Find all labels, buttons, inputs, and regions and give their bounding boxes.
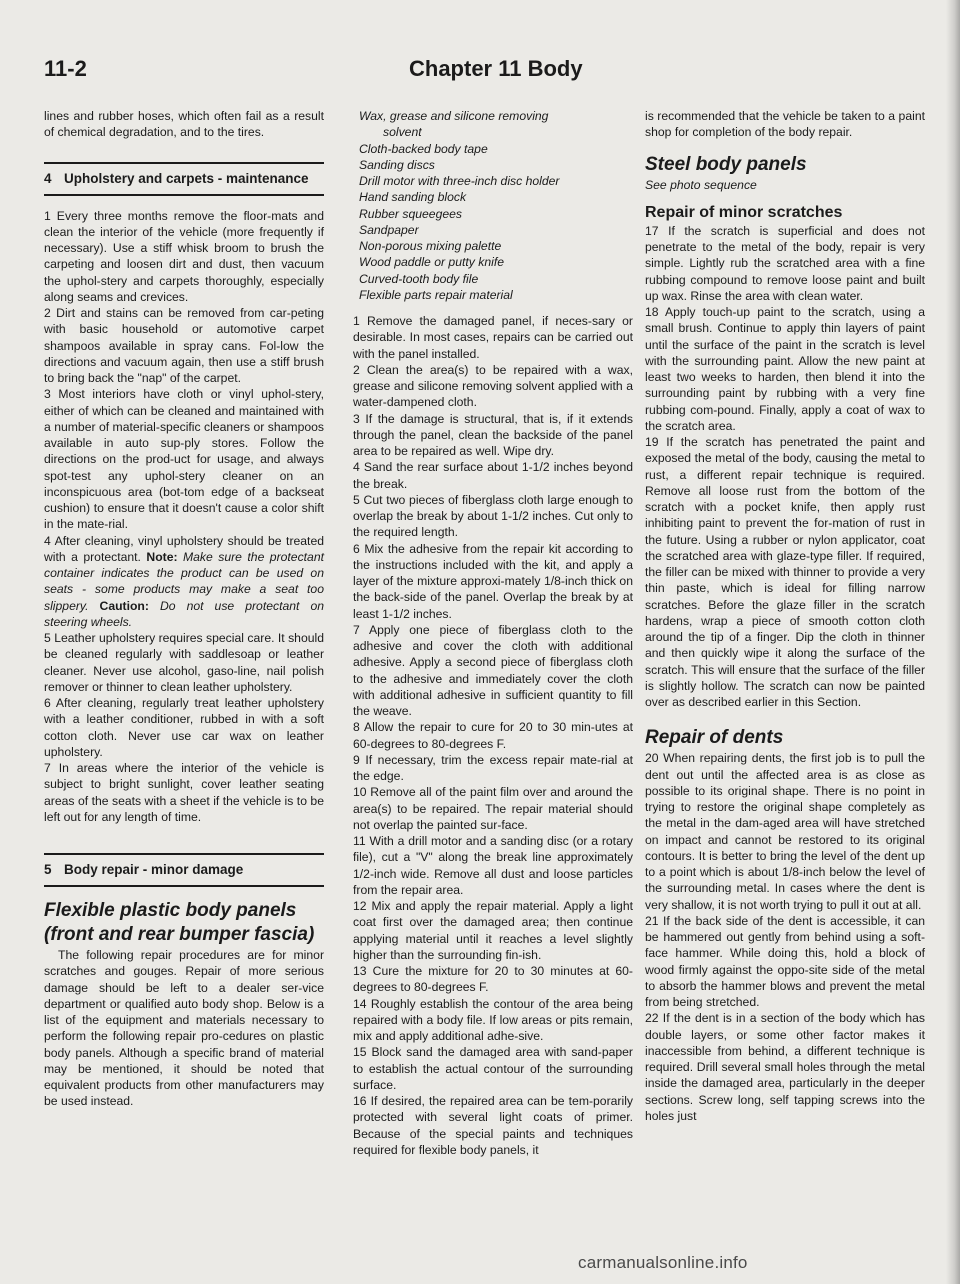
- step-paragraph: 20 When repairing dents, the first job is to pull the dent out until the affected area is as close as possible to its original shape. There is no point in trying to restore the original shape completely as the metal in the dam-aged area will have stretched on impact and cannot be restored to its original contours. It is better to bring the level of the dent up to a point which is about 1/8-inch below the level of the surrounding metal. In cases where the dent is very shallow, it is not worth trying to pull it out at all.: [645, 751, 925, 912]
- step-paragraph: 7 In areas where the interior of the vehicle is subject to bright sunlight, cover leather seating areas of the seats with a sheet if the vehicle is to be left out for any length of time.: [44, 761, 324, 824]
- section-number: 5: [44, 862, 52, 877]
- minor-scratches-heading: Repair of minor scratches: [645, 203, 843, 221]
- materials-list-item: Sandpaper: [359, 222, 419, 237]
- note-text: Make sure the protectant container indicates the product can be used on seats - some products may make a seat too slippery.: [44, 549, 324, 613]
- dents-heading: Repair of dents: [645, 727, 784, 749]
- step-paragraph: 6 After cleaning, regularly treat leather upholstery with a leather conditioner, rubbed in with a soft cotton cloth. Never use car wax on leather upholstery.: [44, 696, 324, 759]
- step-paragraph: 18 Apply touch-up paint to the scratch, using a small brush. Continue to apply thin layers of paint until the surface of the paint in the scratch is level with the surrounding paint. Allow the new paint at least two weeks to harden, then blend it into the surrounding paint by rubbing with a very fine rubbing com-pound. Finally, apply a coat of wax to the scratch area.: [645, 305, 925, 433]
- materials-list-item: Non-porous mixing palette: [359, 239, 502, 253]
- page-edge-shadow: [946, 0, 960, 1284]
- materials-list-item: Curved-tooth body file: [359, 271, 479, 286]
- step-paragraph: 15 Block sand the damaged area with sand-paper to establish the actual contour of the surrounding surface.: [353, 1045, 633, 1092]
- section-number: 4: [44, 170, 52, 186]
- step-paragraph: 5 Leather upholstery requires special care. It should be cleaned regularly with saddlesoap or leather cleaner. Never use alcohol, gaso-line, nail polish remover or thinner to clean leather upholstery.: [44, 631, 324, 694]
- step-paragraph: 12 Mix and apply the repair material. Apply a light coat first over the damaged area; then continue applying material until it reaches a level slightly higher than the surrounding fin-ish.: [353, 899, 633, 962]
- caution-label: Caution:: [99, 598, 149, 613]
- section-5-heading: [44, 855, 324, 885]
- intro-paragraph: is recommended that the vehicle be taken to a paint shop for completion of the body repair.: [645, 109, 925, 140]
- materials-list: [353, 108, 633, 303]
- step-paragraph: 16 If desired, the repaired area can be tem-porarily protected with several light coats of primer. Because of the special paints and techniques required for flexible body panels, it: [353, 1094, 633, 1157]
- step-paragraph: 14 Roughly establish the contour of the area being repaired with a body file. If low areas or pits remain, mix and apply additional adhe-sive.: [353, 996, 633, 1043]
- step-paragraph: 7 Apply one piece of fiberglass cloth to the adhesive and cover the cloth with additional adhesive. Apply a second piece of fiberglass cloth to the adhesive and immediately cover the cloth with additional adhesive in sufficient quantity to fill the weave.: [353, 622, 633, 718]
- step-paragraph: 21 If the back side of the dent is accessible, it can be hammered out gently from behind using a soft-face hammer. While doing this, hold a block of wood firmly against the oppo-site side of the metal to absorb the hammer blows and prevent the metal from being stretched.: [645, 913, 925, 1009]
- photo-sequence-note: See photo sequence: [645, 177, 757, 192]
- step-paragraph: 1 Remove the damaged panel, if neces-sary or desirable. In most cases, repairs can be carried out with the panel installed.: [353, 314, 633, 361]
- note-label: Note:: [146, 549, 178, 564]
- flexible-panels-heading: Flexible plastic body panels (front and rear bumper fascia): [44, 900, 315, 945]
- step-paragraph: 3 If the damage is structural, that is, if it extends through the panel, clean the backside of the panel area to be repaired as well. Wipe dry.: [353, 411, 633, 458]
- flexible-panels-paragraph: The following repair procedures are for minor scratches and gouges. Repair of more serious damage should be left to a dealer ser-vice department or qualified auto body shop. Below is a list of the equipment and materials necessary to perform the following repair pro-cedures on plastic body panels. Although a specific brand of material may be mentioned, it should be noted that equivalent products from other manufacturers may be used instead.: [44, 948, 324, 1109]
- chapter-title: Chapter 11 Body: [409, 56, 583, 81]
- step-paragraph: 13 Cure the mixture for 20 to 30 minutes at 60-degrees to 80-degrees F.: [353, 964, 633, 995]
- page-number: 11-2: [44, 56, 87, 81]
- materials-list-item: Cloth-backed body tape: [359, 141, 488, 156]
- page-header: [44, 56, 914, 86]
- section-title: Body repair - minor damage: [64, 862, 244, 877]
- step-paragraph: 19 If the scratch has penetrated the paint and exposed the metal of the body, causing the metal to rust, a different repair technique is required. Remove all loose rust from the bottom of the scratch with a pocket knife, then apply rust inhibiting paint to prevent the for-mation of rust in the future. Using a rubber or nylon applicator, coat the scratched area with glaze-type filler. If required, the filler can be mixed with thinner to provide a very thin paste, which is ideal for filling narrow scratches. Before the glaze filler in the scratch hardens, wrap a piece of smooth cotton cloth around the tip of a finger. Dip the cloth in thinner and then quickly wipe it along the surface of the scratch. This will ensure that the surface of the filler is slightly hollow. The scratch can now be painted over as described earlier in this Section.: [645, 435, 925, 709]
- materials-list-item: Flexible parts repair material: [359, 287, 513, 302]
- column-right: [645, 108, 925, 1124]
- step-paragraph: 4 Sand the rear surface about 1-1/2 inches beyond the break.: [353, 460, 633, 491]
- column-left: [44, 108, 324, 1110]
- section-4-heading: [44, 164, 324, 194]
- step-paragraph: 3 Most interiors have cloth or vinyl uphol-stery, either of which can be cleaned and maintained with a number of material-specific cleaners or shampoos available in auto sup-ply stores. Follow the directions on the prod-uct for usage, and always spot-test any uphol-stery cleaner on an inconspicuous area (bot-tom edge of a backseat cushion) to ensure that it doesn't cause a color shift in the mate-rial.: [44, 387, 324, 532]
- step-paragraph: [44, 533, 324, 631]
- step-paragraph: 5 Cut two pieces of fiberglass cloth large enough to overlap the break by about 1-1/2 inches. Cut only to the required length.: [353, 492, 633, 540]
- step-paragraph: 11 With a drill motor and a sanding disc (or a rotary file), cut a "V" along the break line approximately 1/2-inch wide. Remove all dust and loose particles from the repair area.: [353, 834, 633, 897]
- section-title: Upholstery and carpets - maintenance: [64, 170, 309, 186]
- materials-list-item: Hand sanding block: [359, 190, 467, 205]
- materials-list-item: solvent: [383, 125, 422, 140]
- site-watermark: carmanualsonline.info: [578, 1253, 748, 1272]
- steel-panels-heading: Steel body panels: [645, 153, 807, 175]
- materials-list-item: Rubber squeegees: [359, 206, 462, 221]
- step-paragraph: 2 Clean the area(s) to be repaired with a wax, grease and silicone removing solvent applied with a water-dampened cloth.: [353, 362, 633, 410]
- materials-list-item: Sanding discs: [359, 157, 435, 172]
- caution-text: Do not use protectant on steering wheels.: [44, 598, 324, 629]
- step-paragraph: 8 Allow the repair to cure for 20 to 30 min-utes at 60-degrees to 80-degrees F.: [353, 720, 633, 751]
- step-paragraph: 22 If the dent is in a section of the body which has double layers, or some other factor makes it inaccessible from behind, a different technique is required. Drill several small holes through the metal inside the damaged area, particularly in the deeper sections. Screw long, self tapping screws into the holes just: [645, 1011, 925, 1123]
- step-paragraph: 9 If necessary, trim the excess repair mate-rial at the edge.: [353, 752, 633, 783]
- materials-list-item: Wood paddle or putty knife: [359, 255, 504, 270]
- materials-list-item: Drill motor with three-inch disc holder: [359, 174, 560, 188]
- intro-paragraph: lines and rubber hoses, which often fail as a result of chemical degradation, and to the tires.: [44, 109, 324, 140]
- materials-list-item: Wax, grease and silicone removing: [359, 109, 549, 123]
- step-paragraph: 2 Dirt and stains can be removed from car-peting with basic household or automotive carpet shampoos available in spray cans. Fol-low the directions and vacuum again, then use a stiff brush to bring back the "nap" of the carpet.: [44, 306, 324, 385]
- step-paragraph: 17 If the scratch is superficial and does not penetrate to the metal of the body, repair is very simple. Lightly rub the scratched area with a fine rubbing compound to remove loose paint and built up wax. Rinse the area with clean water.: [645, 223, 925, 303]
- step-paragraph: 6 Mix the adhesive from the repair kit according to the instructions included with the kit, and apply a layer of the mixture approxi-mately 1/8-inch thick on the back-side of the panel. Overlap the break by at least 1-1/2 inches.: [353, 541, 633, 621]
- step-paragraph: 1 Every three months remove the floor-mats and clean the interior of the vehicle (more frequently if necessary). Use a stiff whisk broom to brush the carpeting and loosen dirt and dust, then vacuum the uphol-stery and carpets thoroughly, especially along seams and crevices.: [44, 208, 324, 304]
- step-text: 4 After cleaning, vinyl upholstery should be treated with a protectant.: [44, 533, 324, 564]
- column-middle: [353, 108, 633, 1158]
- step-paragraph: 10 Remove all of the paint film over and around the area(s) to be repaired. The repair material should not overlap the painted sur-face.: [353, 785, 633, 832]
